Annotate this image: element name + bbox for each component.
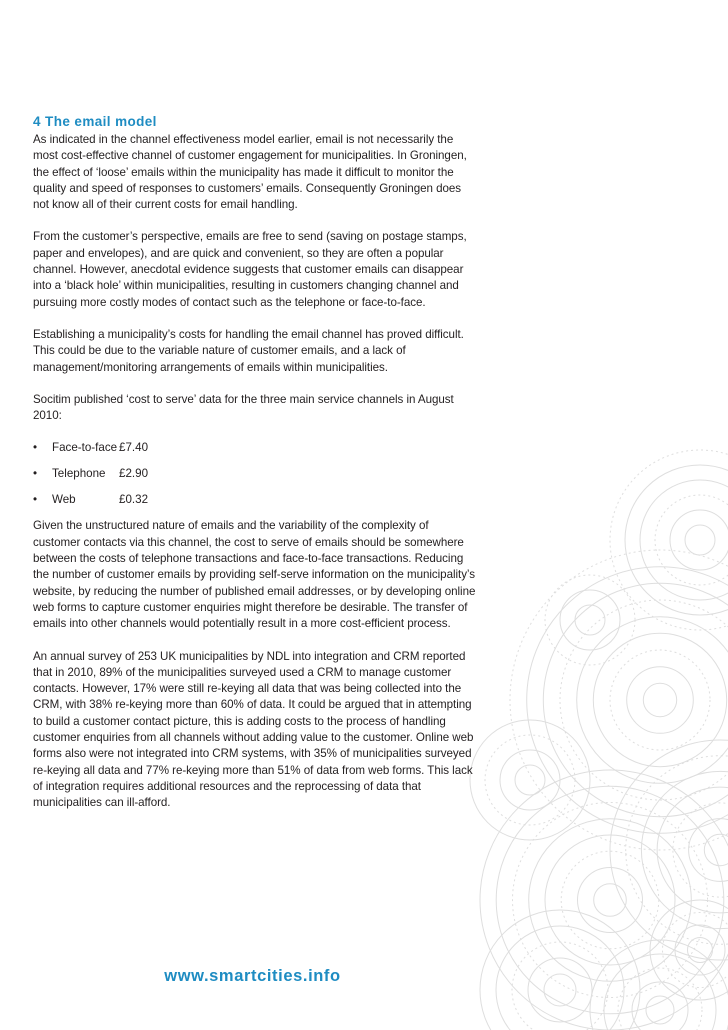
decorative-circle [512,942,608,1030]
decorative-circle [627,667,694,734]
decorative-circle [544,974,576,1006]
decorative-circle [650,900,728,1000]
decorative-circle [545,575,635,665]
decorative-circle [577,617,728,784]
channel-name: Web [52,493,76,507]
decorative-circle [590,940,728,1030]
paragraph-unstructured: Given the unstructured nature of emails and the variability of the complexity of customer contacts via this channel, the cost to serve of emails should be somewhere between the costs of telephone transactions and face-to-face transactions. Reducing the number of customer emails by providing self-serve information on the municipality’s website, by reducing the number of published email addresses, or by developing online web forms to capture customer enquiries might therefore be desirable. The transfer of emails into other channels would potentially result in a more cost-efficient process. [33,519,476,631]
decorative-circle [560,590,620,650]
footer-website-link[interactable]: www.smartcities.info [164,967,341,985]
decorative-circle [578,868,643,933]
decorative-circle [604,954,716,1030]
article [33,114,478,828]
decorative-circle [515,765,545,795]
section-heading: 4 The email model [33,114,157,129]
decorative-circle [675,925,725,975]
cost-to-serve-list [33,440,478,508]
decorative-circle [643,683,676,716]
decorative-circle [610,650,710,750]
channel-cost: £2.90 [119,467,149,481]
channel-name: Face-to-face [52,441,118,455]
decorative-circle [610,450,728,630]
channel-cost: £7.40 [119,441,149,455]
decorative-circle [593,633,726,766]
decorative-circle [594,884,627,917]
bullet: • [33,493,38,507]
decorative-circle [655,495,728,585]
decorative-circle [685,525,715,555]
decorative-circle [485,735,575,825]
channel-name: Telephone [52,467,106,481]
paragraph-survey: An annual survey of 253 UK municipalities by NDL into integration and CRM reported that in 2010, 89% of the municipalities surveyed used a CRM to manage customer contacts. However, 17% were still re-keying all data that was being collected into the CRM, with 38% re-keying more than 60% of data. It could be argued that in attempting to build a customer contact picture, this is adding costs to the process of handling customer enquiries from all channels without adding value to the customer. Online web forms also were not integrated into CRM systems, with 35% of municipalities surveyed re-keying all data and 77% re-keying more than 51% of data from web forms. This lack of integration requires additional resources and the reprocessing of data that municipalities can ill-afford. [33,649,474,810]
decorative-circle [528,958,592,1022]
decorative-circle [657,787,728,913]
bullet: • [33,441,38,455]
list-item [33,440,478,456]
paragraph-customer-perspective: From the customer’s perspective, emails are free to send (saving on postage stamps, paper and envelopes), and are quick and convenient, so they are often a popular channel. However, anecdotal evidence suggests that customer emails can disappear into a ‘black hole’ within municipalities, resulting in customers changing channel and pursuing more costly modes of contact such as the telephone or face-to-face. [33,230,467,309]
list-item [33,492,478,508]
decorative-circle [688,938,713,963]
channel-cost: £0.32 [119,493,149,507]
decorative-circle [673,803,728,897]
decorative-circle [500,750,560,810]
decorative-circle [543,583,728,816]
paragraph-intro: As indicated in the channel effectiveness model earlier, email is not necessarily the most cost-effective channel of customer engagement for municipalities. In Groningen, the effect of ‘loose’ emails within the municipality has made it difficult to monitor the quality and speed of responses to customers’ emails. Consequently Groningen does not know all of their current costs for email handling. [33,133,467,212]
decorative-circle [480,770,728,1030]
decorative-circle [689,819,728,882]
decorative-circle [470,720,590,840]
decorative-circle [510,550,728,850]
paragraph-costs: Establishing a municipality’s costs for handling the email channel has proved difficult. This could be due to the variable nature of customer emails, and a lack of management/monitoring arrangements of emails within municipalities. [33,327,464,374]
paragraph-socitim: Socitim published ‘cost to serve’ data for the three main service channels in August 2010: [33,392,454,423]
decorative-circle [670,510,728,570]
bullet: • [33,467,38,481]
list-item [33,466,478,482]
decorative-circle [561,851,659,949]
